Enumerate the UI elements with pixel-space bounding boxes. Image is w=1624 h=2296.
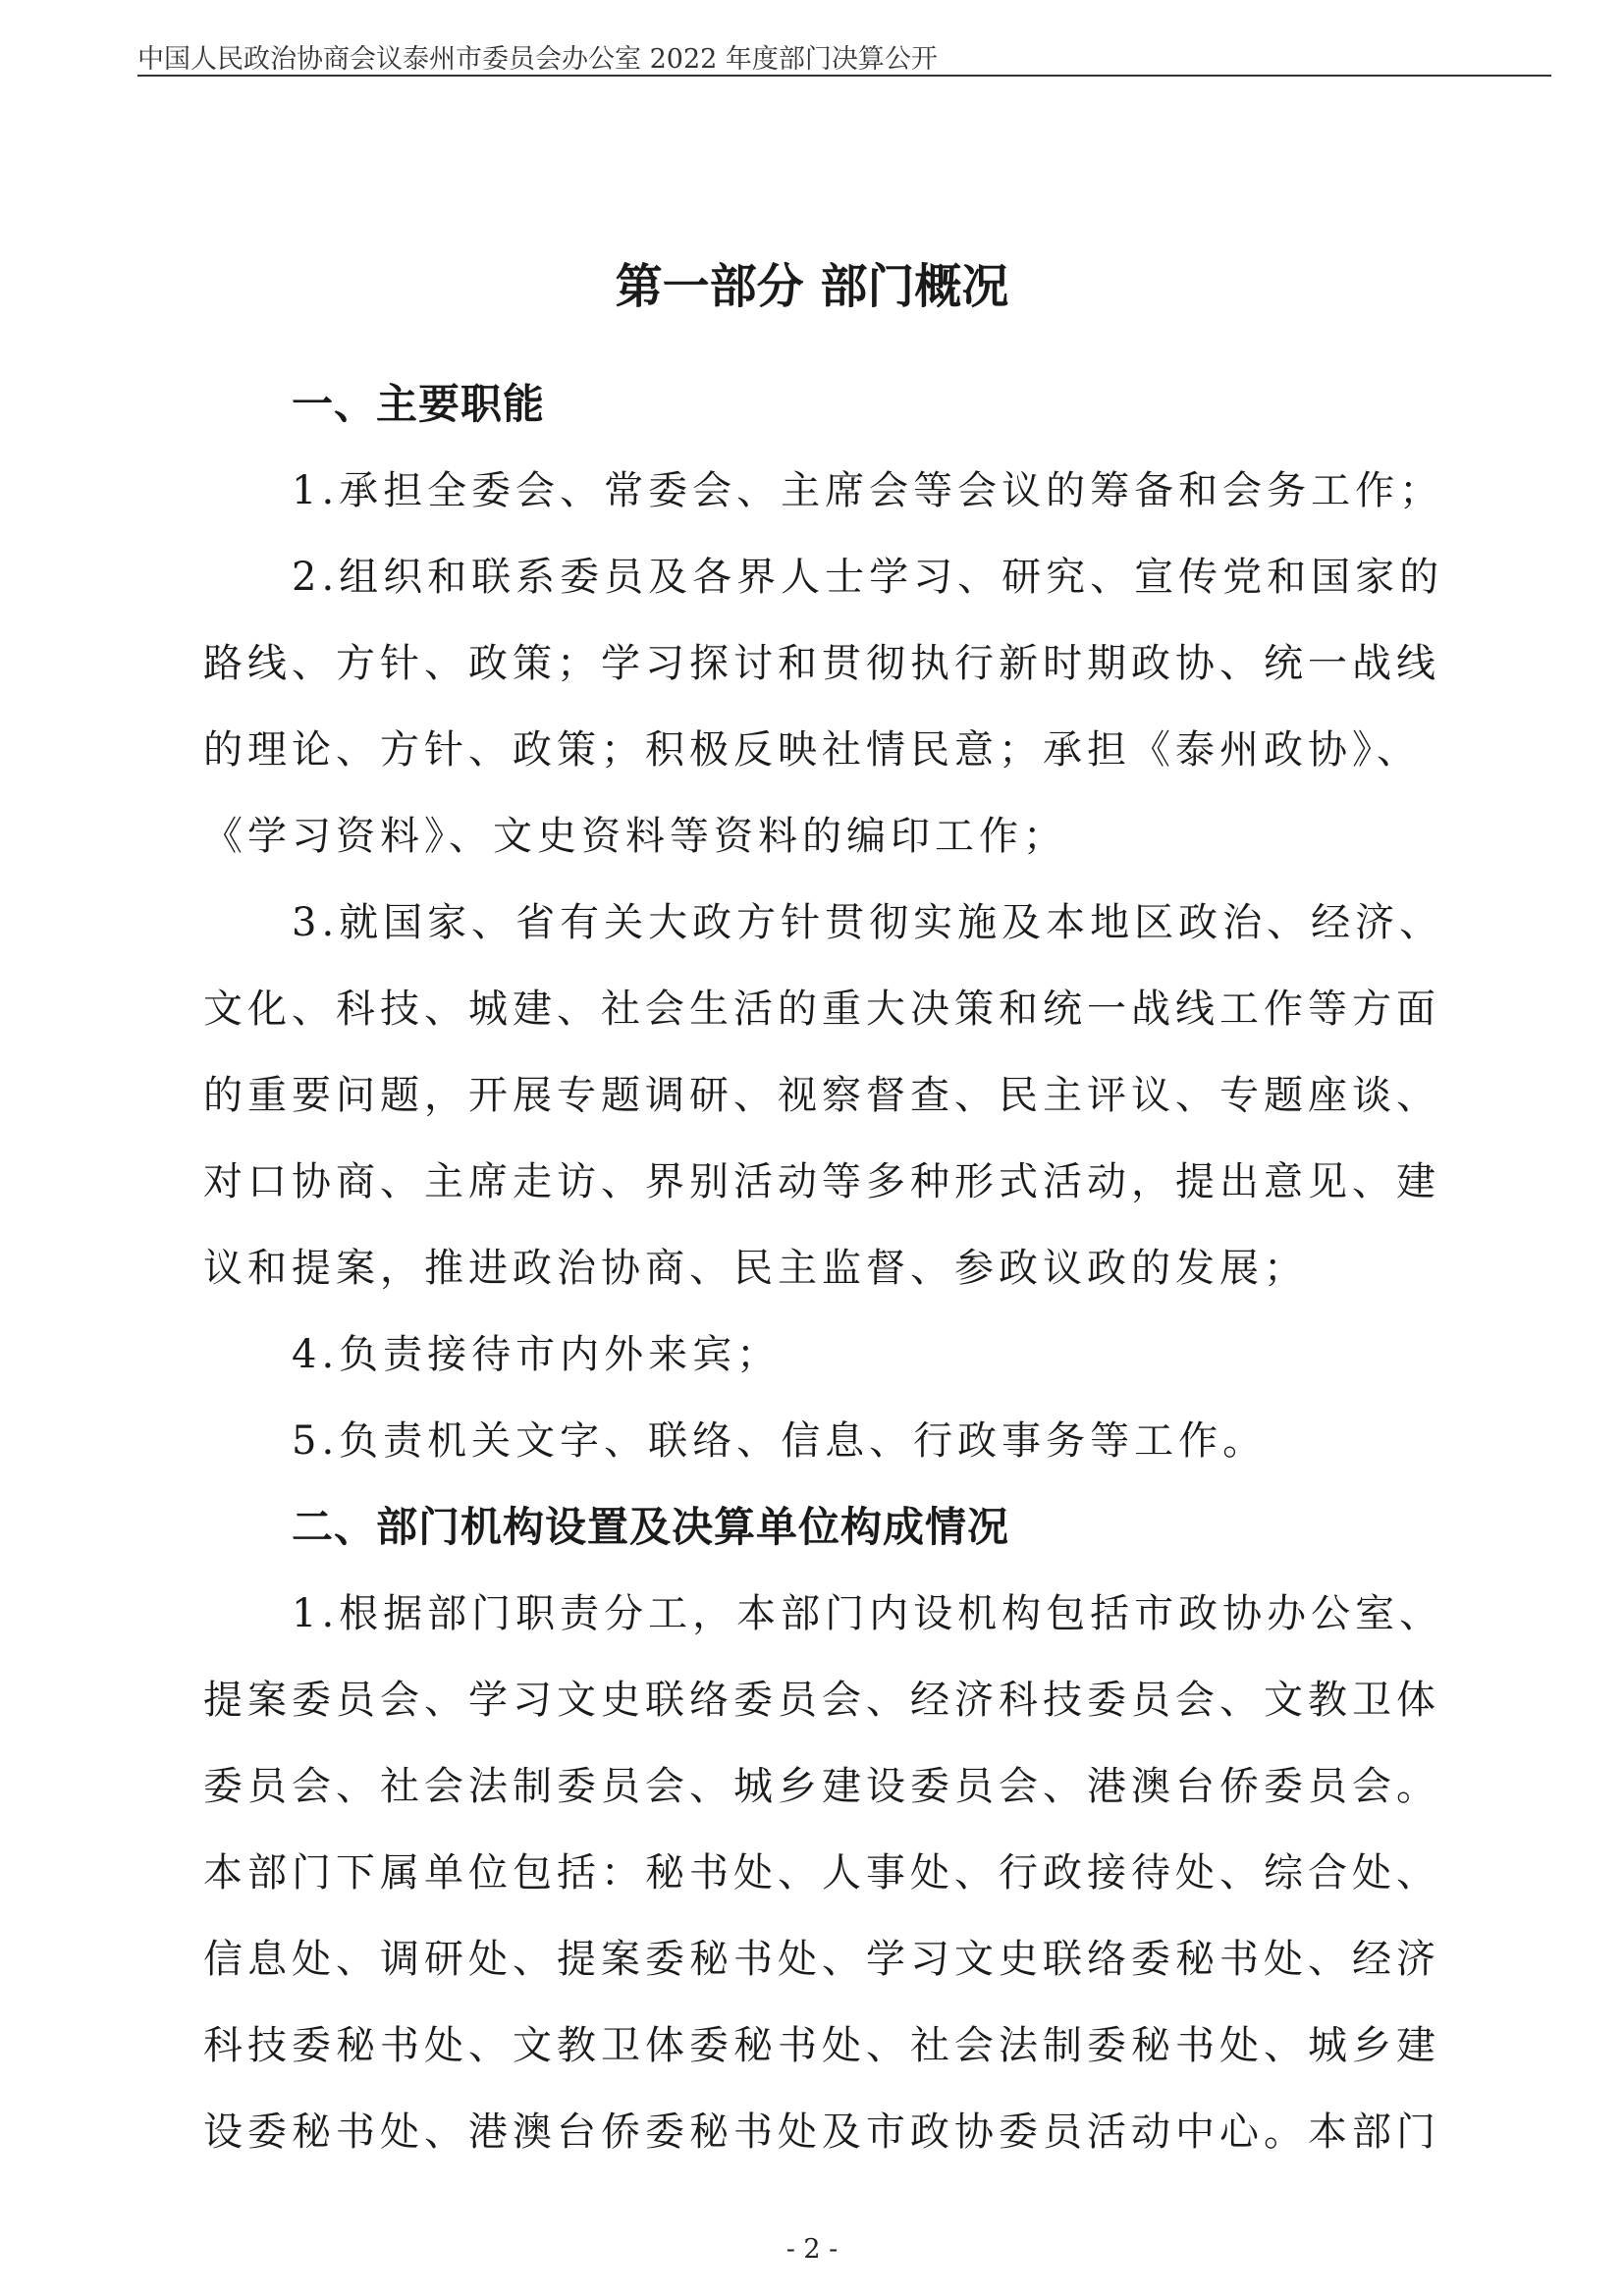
paragraph-line: 1.承担全委会、常委会、主席会等会议的筹备和会务工作； xyxy=(292,468,1444,513)
paragraph-line: 3.就国家、省有关大政方针贯彻实施及本地区政治、经济、 xyxy=(292,900,1444,945)
paragraph-line: 设委秘书处、港澳台侨委秘书处及市政协委员活动中心。本部门 xyxy=(203,2109,1440,2155)
paragraph-line: 1.根据部门职责分工，本部门内设机构包括市政协办公室、 xyxy=(292,1591,1444,1636)
paragraph-line: 议和提案，推进政治协商、民主监督、参政议政的发展； xyxy=(203,1246,1308,1291)
paragraph-line: 5.负责机关文字、联络、信息、行政事务等工作。 xyxy=(292,1418,1268,1464)
paragraph-line: 提案委员会、学习文史联络委员会、经济科技委员会、文教卫体 xyxy=(203,1678,1440,1723)
paragraph-line: 信息处、调研处、提案委秘书处、学习文史联络委秘书处、经济 xyxy=(203,1937,1440,1982)
paragraph-line: 2.组织和联系委员及各界人士学习、研究、宣传党和国家的 xyxy=(292,555,1444,600)
page-title: 第一部分 部门概况 xyxy=(615,259,1009,314)
paragraph-line: 路线、方针、政策；学习探讨和贯彻执行新时期政协、统一战线 xyxy=(203,641,1440,686)
document-body xyxy=(203,361,1480,2175)
paragraph-line: 本部门下属单位包括：秘书处、人事处、行政接待处、综合处、 xyxy=(203,1850,1440,1896)
section-heading-organization: 二、部门机构设置及决算单位构成情况 xyxy=(292,1503,1010,1551)
page-number: - 2 - xyxy=(785,2234,839,2265)
section-heading-main-functions: 一、主要职能 xyxy=(292,380,546,428)
paragraph-line: 科技委秘书处、文教卫体委秘书处、社会法制委秘书处、城乡建 xyxy=(203,2023,1440,2068)
paragraph-line: 委员会、社会法制委员会、城乡建设委员会、港澳台侨委员会。 xyxy=(203,1764,1440,1809)
running-header: 中国人民政治协商会议泰州市委员会办公室 2022 年度部门决算公开 xyxy=(137,44,938,75)
paragraph-line: 的理论、方针、政策；积极反映社情民意；承担《泰州政协》、 xyxy=(203,727,1421,773)
paragraph-line: 对口协商、主席走访、界别活动等多种形式活动，提出意见、建 xyxy=(203,1159,1440,1204)
paragraph-line: 文化、科技、城建、社会生活的重大决策和统一战线工作等方面 xyxy=(203,987,1440,1032)
paragraph-line: 4.负责接待市内外来宾； xyxy=(292,1332,782,1377)
header-divider xyxy=(137,75,1551,77)
paragraph-line: 的重要问题，开展专题调研、视察督查、民主评议、专题座谈、 xyxy=(203,1073,1440,1118)
paragraph-line: 《学习资料》、文史资料等资料的编印工作； xyxy=(203,814,1067,859)
